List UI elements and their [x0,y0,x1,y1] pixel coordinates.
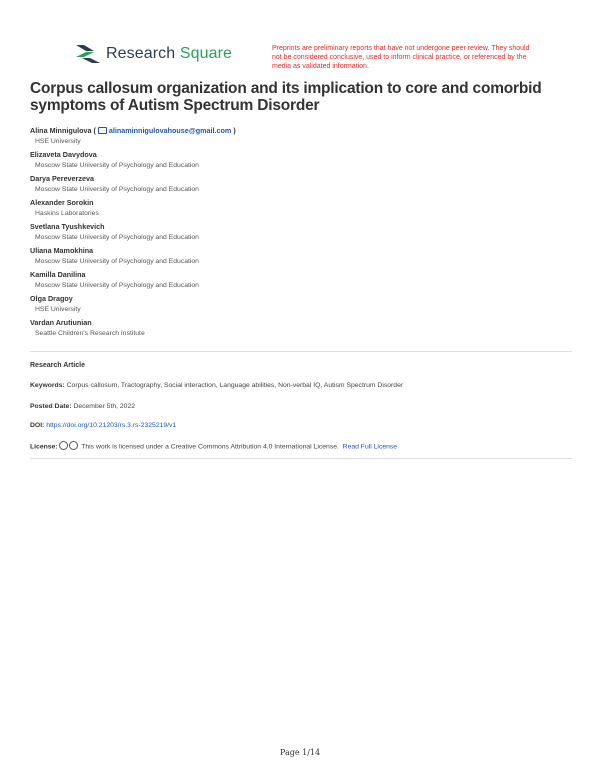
license-line [30,442,397,451]
author-name: Vardan Arutiunian [30,318,92,327]
author-affiliation: Moscow State University of Psychology and Education [35,234,199,241]
research-square-logo-icon [76,45,100,63]
divider [30,458,572,459]
author-name: Alina Minnigulova [30,126,92,135]
author-affiliation: Haskins Laboratories [35,210,99,217]
creative-commons-icon [59,441,68,450]
keywords-label: Keywords: [30,382,65,389]
author-entry [30,294,570,318]
author-affiliation: Moscow State University of Psychology and Education [35,162,199,169]
author-entry: Alina Minnigulova ( alinaminnigulovahouse@gmail.com ) HSE University [30,126,570,150]
author-entry [30,222,570,246]
license-text: This work is licensed under a Creative Commons Attribution 4.0 International License. [81,443,339,451]
author-entry [30,150,570,174]
page-number: Page 1/14 [279,748,321,757]
paper-title: Corpus callosum organization and its implication to core and comorbid symptoms of Autism Spectrum Disorder [30,80,542,114]
keywords-line [30,382,403,389]
posted-date-label: Posted Date: [30,403,72,410]
author-name: Kamilla Danilina [30,270,86,279]
author-entry [30,174,570,198]
author-affiliation: HSE University [35,306,81,313]
doi-line [30,422,176,429]
article-type: Research Article [30,362,85,369]
envelope-icon [98,127,107,134]
author-name: Olga Dragoy [30,294,73,303]
preprint-notice: Preprints are preliminary reports that have not undergone peer review. They should not be considered conclusive, used to inform clinical practice, or referenced by the media as validated information. [272,45,530,70]
posted-date-value: December 5th, 2022 [73,403,136,410]
author-list [30,126,570,342]
author-name: Elizaveta Davydova [30,150,97,159]
license-label: License: [30,443,58,451]
author-name: Uliana Mamokhina [30,246,94,255]
attribution-icon [69,441,78,450]
author-affiliation: Moscow State University of Psychology and Education [35,186,199,193]
author-affiliation: Seattle Children's Research Institute [35,330,145,337]
author-entry [30,198,570,222]
author-entry [30,318,570,342]
author-name: Alexander Sorokin [30,198,94,207]
read-full-license-link[interactable]: Read Full License [342,443,398,451]
brand-name: Research Square [106,45,233,62]
author-affiliation: Moscow State University of Psychology and Education [35,282,199,289]
author-email-link[interactable]: alinaminnigulovahouse@gmail.com [98,126,231,135]
doi-link[interactable]: https://doi.org/10.21203/rs.3.rs-2325219/v1 [46,422,177,429]
author-name: Darya Pereverzeva [30,174,94,183]
author-entry [30,246,570,270]
doi-label: DOI: [30,422,45,429]
author-affiliation: Moscow State University of Psychology and Education [35,258,199,265]
author-entry [30,270,570,294]
divider [30,351,572,352]
author-affiliation: HSE University [35,138,81,145]
keywords-value: Corpus callosum, Tractography, Social interaction, Language abilities, Non-verbal IQ, Autism Spectrum Disorder [66,382,404,389]
author-name: Svetlana Tyushkevich [30,222,105,231]
research-square-logo[interactable] [76,45,232,63]
posted-date-line [30,403,135,410]
